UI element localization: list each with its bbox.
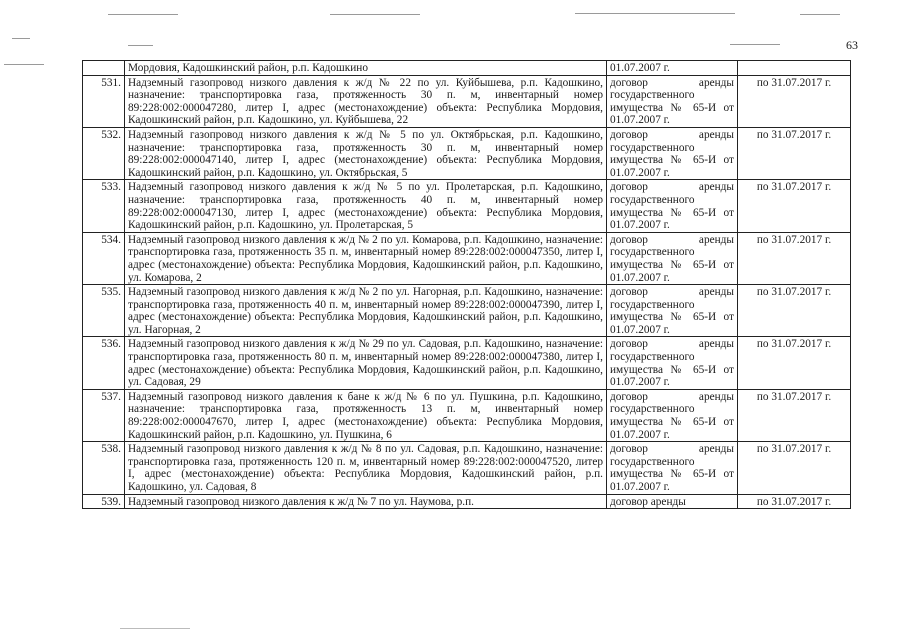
row-number-cell: 535.: [83, 285, 125, 337]
basis-cell: договор аренды государственного имущества № 65-И от 01.07.2007 г.: [607, 127, 738, 179]
description-cell: Надземный газопровод низкого давления к ж/д № 2 по ул. Комарова, р.п. Кадошкино, назначение: транспортировка газа, протяженность 35 п. м, инвентарный номер 89:228:002:000047350, литер I, адрес (местонахождение) объекта: Республика Мордовия, Кадошкинский район, р.п. Кадошкино, ул. Комарова, 2: [125, 232, 607, 284]
description-cell: Мордовия, Кадошкинский район, р.п. Кадошкино: [125, 61, 607, 76]
row-number-cell: 532.: [83, 127, 125, 179]
row-number-cell: 539.: [83, 494, 125, 509]
scan-artifact: [12, 38, 30, 39]
basis-cell: договор аренды государственного имущества № 65-И от 01.07.2007 г.: [607, 337, 738, 389]
description-cell: Надземный газопровод низкого давления к ж/д № 5 по ул. Октябрьская, р.п. Кадошкино, назначение: транспортировка газа, протяженность 30 п. м, инвентарный номер 89:228:002:000047140, литер I, адрес (местонахождение) объекта: Республика Мордовия, Кадошкинский район, р.п. Кадошкино, ул. Октябрьская, 5: [125, 127, 607, 179]
scan-artifact: [4, 64, 44, 65]
basis-cell: договор аренды государственного имущества № 65-И от 01.07.2007 г.: [607, 285, 738, 337]
scan-artifact: [120, 628, 190, 629]
basis-cell: договор аренды государственного имущества № 65-И от 01.07.2007 г.: [607, 75, 738, 127]
description-cell: Надземный газопровод низкого давления к ж/д № 22 по ул. Куйбышева, р.п. Кадошкино, назначение: транспортировка газа, протяженность 30 п. м, инвентарный номер 89:228:002:000047280, литер I, адрес (местонахождение) объекта: Республика Мордовия, Кадошкинский район, р.п. Кадошкино, ул. Куйбышева, 22: [125, 75, 607, 127]
scan-artifact: [108, 14, 178, 15]
description-cell: Надземный газопровод низкого давления к ж/д № 7 по ул. Наумова, р.п.: [125, 494, 607, 509]
term-cell: по 31.07.2017 г.: [738, 285, 851, 337]
basis-cell: договор аренды: [607, 494, 738, 509]
row-number-cell: 537.: [83, 389, 125, 441]
table-row: [83, 232, 851, 284]
scan-artifact: [128, 45, 153, 46]
table-row: [83, 75, 851, 127]
term-cell: [738, 61, 851, 76]
table-row: [83, 389, 851, 441]
table-row: [83, 494, 851, 509]
scan-artifact: [575, 13, 735, 14]
term-cell: по 31.07.2017 г.: [738, 232, 851, 284]
row-number-cell: 534.: [83, 232, 125, 284]
basis-cell: договор аренды государственного имущества № 65-И от 01.07.2007 г.: [607, 232, 738, 284]
description-cell: Надземный газопровод низкого давления к ж/д № 5 по ул. Пролетарская, р.п. Кадошкино, назначение: транспортировка газа, протяженность 40 п. м, инвентарный номер 89:228:002:000047130, литер I, адрес (местонахождение) объекта: Республика Мордовия, Кадошкинский район, р.п. Кадошкино, ул. Пролетарская, 5: [125, 180, 607, 232]
property-table: [82, 60, 851, 509]
description-cell: Надземный газопровод низкого давления к бане к ж/д № 6 по ул. Пушкина, р.п. Кадошкино, назначение: транспортировка газа, протяженность 13 п. м, инвентарный номер 89:228:002:000047670, литер I, адрес (местонахождение) объекта: Республика Мордовия, Кадошкинский район, р.п. Кадошкино, ул. Пушкина, 6: [125, 389, 607, 441]
scan-artifact: [730, 44, 780, 45]
basis-cell: договор аренды государственного имущества № 65-И от 01.07.2007 г.: [607, 389, 738, 441]
term-cell: по 31.07.2017 г.: [738, 127, 851, 179]
term-cell: по 31.07.2017 г.: [738, 75, 851, 127]
table-row: [83, 180, 851, 232]
page-number: 63: [846, 38, 858, 52]
table-row: [83, 285, 851, 337]
row-number-cell: [83, 61, 125, 76]
row-number-cell: 533.: [83, 180, 125, 232]
row-number-cell: 538.: [83, 442, 125, 494]
row-number-cell: 536.: [83, 337, 125, 389]
table-row: [83, 337, 851, 389]
description-cell: Надземный газопровод низкого давления к ж/д № 29 по ул. Садовая, р.п. Кадошкино, назначение: транспортировка газа, протяженность 80 п. м, инвентарный номер 89:228:002:000047380, литер I, адрес (местонахождение) объекта: Республика Мордовия, Кадошкинский район, р.п. Кадошкино, ул. Садовая, 29: [125, 337, 607, 389]
table-row: [83, 442, 851, 494]
basis-cell: 01.07.2007 г.: [607, 61, 738, 76]
continuation-row: [83, 61, 851, 76]
basis-cell: договор аренды государственного имущества № 65-И от 01.07.2007 г.: [607, 442, 738, 494]
description-cell: Надземный газопровод низкого давления к ж/д № 8 по ул. Садовая, р.п. Кадошкино, назначение: транспортировка газа, протяженность 120 п. м, инвентарный номер 89:228:002:000047520, литер I, адрес (местонахождение) объекта: Республика Мордовия, Кадошкинский район, р.п. Кадошкино, ул. Садовая, 8: [125, 442, 607, 494]
row-number-cell: 531.: [83, 75, 125, 127]
table-row: [83, 127, 851, 179]
term-cell: по 31.07.2017 г.: [738, 494, 851, 509]
basis-cell: договор аренды государственного имущества № 65-И от 01.07.2007 г.: [607, 180, 738, 232]
scan-artifact: [800, 14, 840, 15]
scan-artifact: [330, 14, 420, 15]
term-cell: по 31.07.2017 г.: [738, 180, 851, 232]
term-cell: по 31.07.2017 г.: [738, 337, 851, 389]
term-cell: по 31.07.2017 г.: [738, 389, 851, 441]
description-cell: Надземный газопровод низкого давления к ж/д № 2 по ул. Нагорная, р.п. Кадошкино, назначение: транспортировка газа, протяженность 40 п. м, инвентарный номер 89:228:002:000047390, литер I, адрес (местонахождение) объекта: Республика Мордовия, Кадошкинский район, р.п. Кадошкино, ул. Нагорная, 2: [125, 285, 607, 337]
term-cell: по 31.07.2017 г.: [738, 442, 851, 494]
